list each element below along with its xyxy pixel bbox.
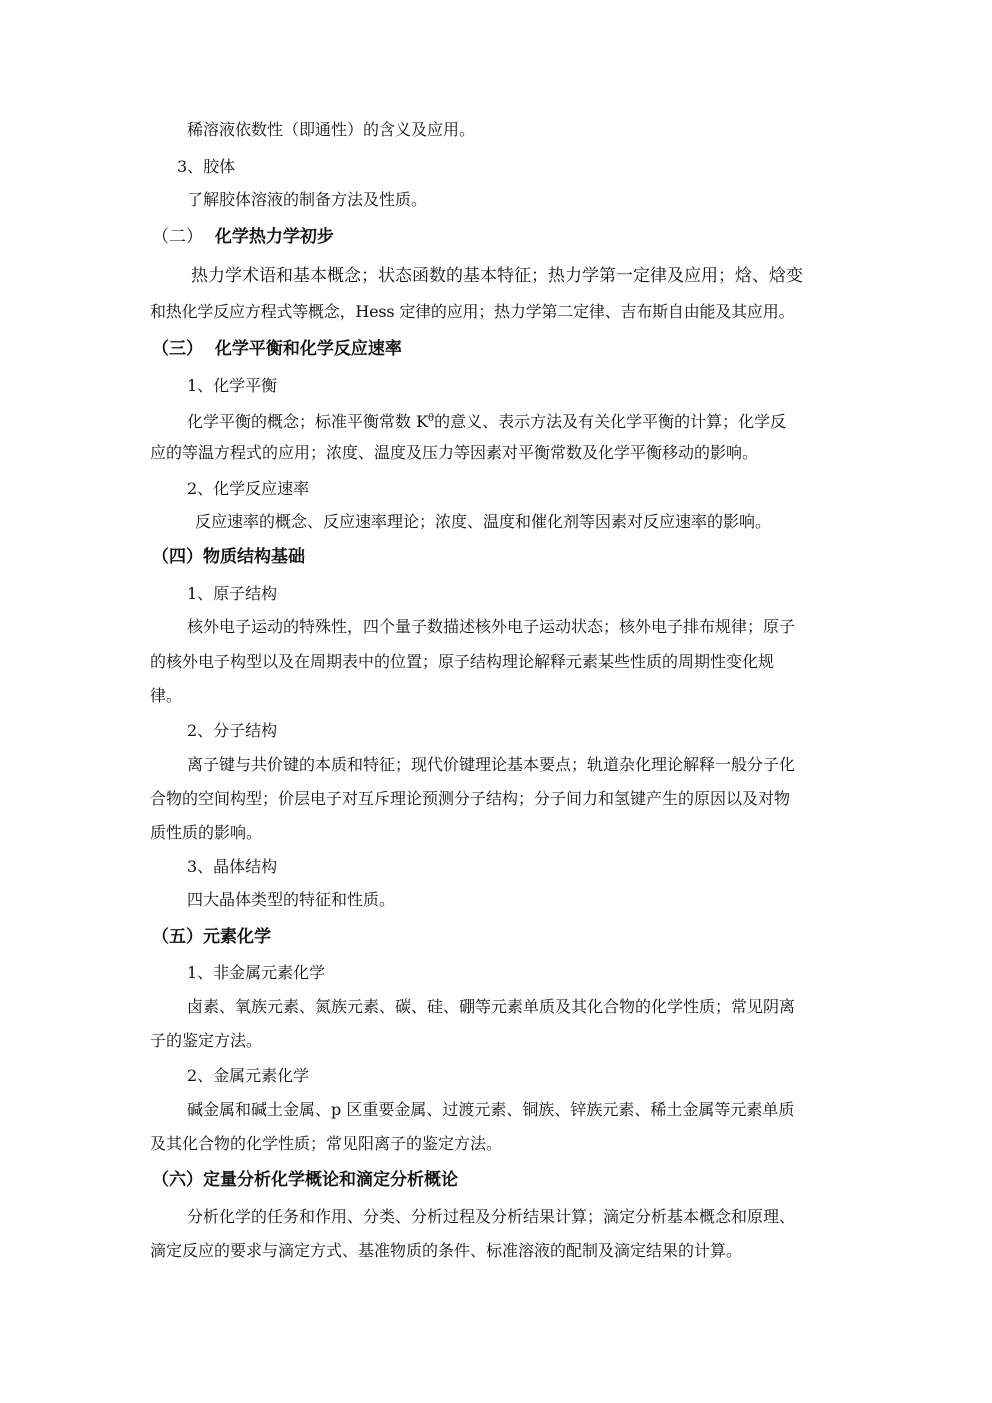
paragraph-line: 质性质的影响。 [150, 823, 263, 842]
subsection-title-metal: 2、金属元素化学 [187, 1066, 310, 1085]
paragraph-line: 合物的空间构型；价层电子对互斥理论预测分子结构；分子间力和氢键产生的原因以及对物 [150, 789, 791, 808]
section-heading-elements: （五）元素化学 [152, 927, 271, 947]
paragraph-line: 律。 [150, 686, 183, 705]
section-number: （三） [152, 339, 203, 359]
paragraph-line: 热力学术语和基本概念；状态函数的基本特征；热力学第一定律及应用；焓、焓变 [191, 266, 803, 286]
paragraph-line: 四大晶体类型的特征和性质。 [187, 890, 396, 909]
section-heading-thermodynamics [152, 226, 334, 248]
paragraph-line: 滴定反应的要求与滴定方式、基准物质的条件、标准溶液的配制及滴定结果的计算。 [150, 1241, 743, 1260]
paragraph-line [187, 408, 786, 433]
text-span: 的意义、表示方法及有关化学平衡的计算；化学反 [434, 412, 787, 431]
subsection-title-rate: 2、化学反应速率 [187, 479, 310, 498]
paragraph-line: 应的等温方程式的应用；浓度、温度及压力等因素对平衡常数及化学平衡移动的影响。 [150, 443, 759, 462]
subsection-title-nonmetal: 1、非金属元素化学 [187, 963, 326, 982]
subsection-title-molecular: 2、分子结构 [187, 721, 278, 740]
section-title: 化学平衡和化学反应速率 [214, 339, 402, 359]
paragraph-line: 分析化学的任务和作用、分类、分析过程及分析结果计算；滴定分析基本概念和原理、 [187, 1207, 796, 1226]
paragraph-line: 卤素、氧族元素、氮族元素、碳、硅、硼等元素单质及其化合物的化学性质；常见阴离 [187, 997, 796, 1016]
paragraph-line: 及其化合物的化学性质；常见阳离子的鉴定方法。 [150, 1134, 503, 1153]
paragraph-line: 反应速率的概念、反应速率理论；浓度、温度和催化剂等因素对反应速率的影响。 [195, 512, 772, 531]
paragraph-line: 的核外电子构型以及在周期表中的位置；原子结构理论解释元素某些性质的周期性变化规 [150, 652, 775, 671]
section-heading-equilibrium [152, 338, 402, 360]
paragraph-line: 和热化学反应方程式等概念，Hess 定律的应用；热力学第二定律、吉布斯自由能及其应用。 [150, 302, 795, 321]
section-title: 化学热力学初步 [214, 227, 334, 247]
subsection-title-colloid: 3、胶体 [177, 157, 236, 176]
paragraph-line: 稀溶液依数性（即通性）的含义及应用。 [187, 120, 476, 139]
subsection-title-equilibrium: 1、化学平衡 [187, 376, 278, 395]
paragraph-line: 碱金属和碱土金属、p 区重要金属、过渡元素、铜族、锌族元素、稀土金属等元素单质 [187, 1100, 795, 1119]
section-heading-structure: （四）物质结构基础 [152, 547, 305, 567]
paragraph-line: 核外电子运动的特殊性，四个量子数描述核外电子运动状态；核外电子排布规律；原子 [187, 617, 796, 636]
paragraph-line: 离子键与共价键的本质和特征；现代价键理论基本要点；轨道杂化理论解释一般分子化 [187, 755, 796, 774]
section-number: （二） [152, 227, 203, 247]
paragraph-line: 子的鉴定方法。 [150, 1031, 263, 1050]
section-heading-analysis: （六）定量分析化学概论和滴定分析概论 [152, 1170, 458, 1190]
subsection-title-crystal: 3、晶体结构 [187, 857, 278, 876]
theta-superscript: θ [428, 413, 435, 424]
subsection-title-atomic: 1、原子结构 [187, 584, 278, 603]
paragraph-line: 了解胶体溶液的制备方法及性质。 [187, 190, 428, 209]
text-span: 化学平衡的概念；标准平衡常数 K [187, 412, 429, 431]
